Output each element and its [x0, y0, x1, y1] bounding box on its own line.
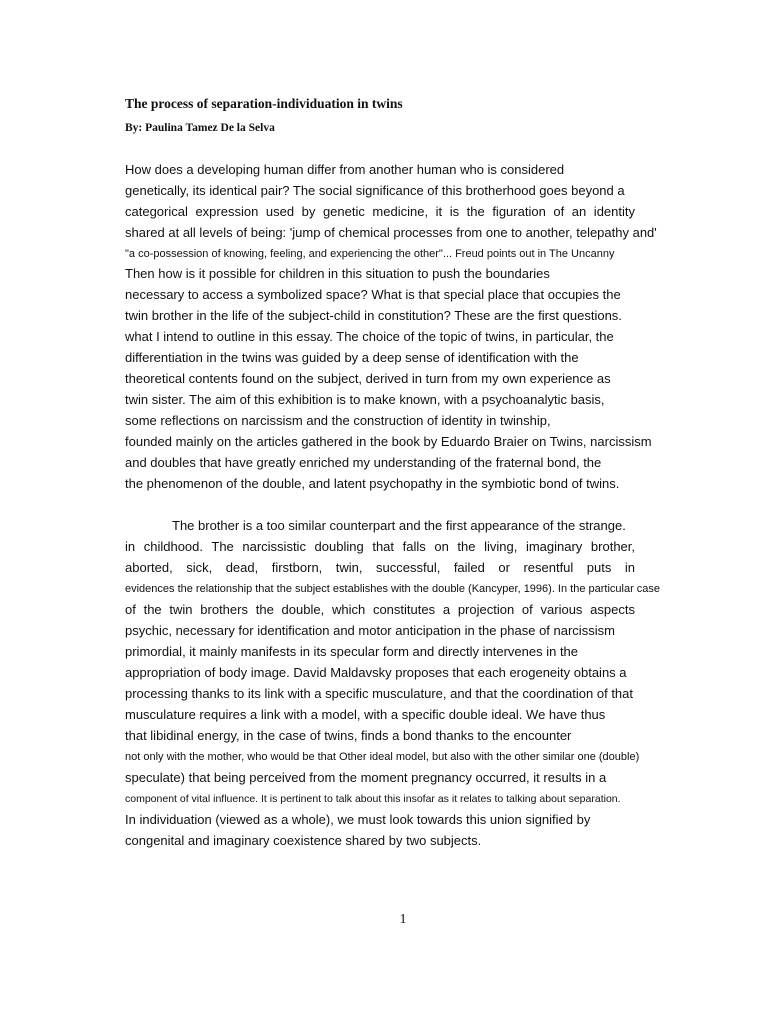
paragraph-2-line: In individuation (viewed as a whole), we must look towards this union signified by — [125, 812, 591, 827]
paragraph-1-line: categorical expression used by genetic medicine, it is the figuration of an identity — [125, 204, 635, 219]
paragraph-2-line: processing thanks to its link with a specific musculature, and that the coordination of that — [125, 686, 633, 701]
paragraph-2-line: psychic, necessary for identification and motor anticipation in the phase of narcissism — [125, 623, 615, 638]
paragraph-2-line: in childhood. The narcissistic doubling that falls on the living, imaginary brother, — [125, 539, 635, 554]
paragraph-2-line: speculate) that being perceived from the moment pregnancy occurred, it results in a — [125, 770, 607, 785]
paragraph-1-line: founded mainly on the articles gathered in the book by Eduardo Braier on Twins, narcissism — [125, 434, 652, 449]
paragraph-2-line: musculature requires a link with a model, with a specific double ideal. We have thus — [125, 707, 606, 722]
paragraph-2-line: component of vital influence. It is pertinent to talk about this insofar as it relates to talking about separation. — [125, 793, 621, 805]
paragraph-2-line: aborted, sick, dead, firstborn, twin, successful, failed or resentful puts in — [125, 560, 635, 575]
paragraph-1-line: and doubles that have greatly enriched my understanding of the fraternal bond, the — [125, 455, 602, 470]
page-number: 1 — [399, 912, 407, 927]
paragraph-2-line: not only with the mother, who would be that Other ideal model, but also with the other similar one (double) — [125, 751, 640, 763]
paragraph-2-line: of the twin brothers the double, which constitutes a projection of various aspects — [125, 602, 635, 617]
paragraph-1-line: Then how is it possible for children in this situation to push the boundaries — [125, 266, 550, 281]
paragraph-2-line: The brother is a too similar counterpart and the first appearance of the strange. — [172, 518, 626, 533]
paragraph-1-line: "a co-possession of knowing, feeling, and experiencing the other"... Freud points out in The Uncanny — [125, 248, 615, 260]
paragraph-1-line: necessary to access a symbolized space? What is that special place that occupies the — [125, 287, 621, 302]
paragraph-1-line: twin brother in the life of the subject-child in constitution? These are the first questions. — [125, 308, 622, 323]
paragraph-1-line: the phenomenon of the double, and latent psychopathy in the symbiotic bond of twins. — [125, 476, 620, 491]
paragraph-1-line: some reflections on narcissism and the construction of identity in twinship, — [125, 413, 551, 428]
paragraph-1-line: twin sister. The aim of this exhibition is to make known, with a psychoanalytic basis, — [125, 392, 605, 407]
paragraph-2-line: appropriation of body image. David Maldavsky proposes that each erogeneity obtains a — [125, 665, 627, 680]
paragraph-1-line: shared at all levels of being: 'jump of chemical processes from one to another, telepathy and' — [125, 225, 657, 240]
document-title: The process of separation-individuation in twins — [125, 96, 403, 111]
paragraph-1-line: theoretical contents found on the subject, derived in turn from my own experience as — [125, 371, 611, 386]
paragraph-2-line: congenital and imaginary coexistence shared by two subjects. — [125, 833, 482, 848]
paragraph-1-line: differentiation in the twins was guided by a deep sense of identification with the — [125, 350, 579, 365]
document-author: By: Paulina Tamez De la Selva — [125, 122, 275, 134]
paragraph-2-line: primordial, it mainly manifests in its specular form and directly intervenes in the — [125, 644, 579, 659]
paragraph-1-line: genetically, its identical pair? The social significance of this brotherhood goes beyond a — [125, 183, 625, 198]
paragraph-1-line: How does a developing human differ from another human who is considered — [125, 162, 565, 177]
paragraph-2-line: evidences the relationship that the subject establishes with the double (Kancyper, 1996). In the particular case — [125, 583, 661, 595]
paragraph-1-line: what I intend to outline in this essay. The choice of the topic of twins, in particular, the — [125, 329, 614, 344]
paragraph-2-line: that libidinal energy, in the case of twins, finds a bond thanks to the encounter — [125, 728, 572, 743]
